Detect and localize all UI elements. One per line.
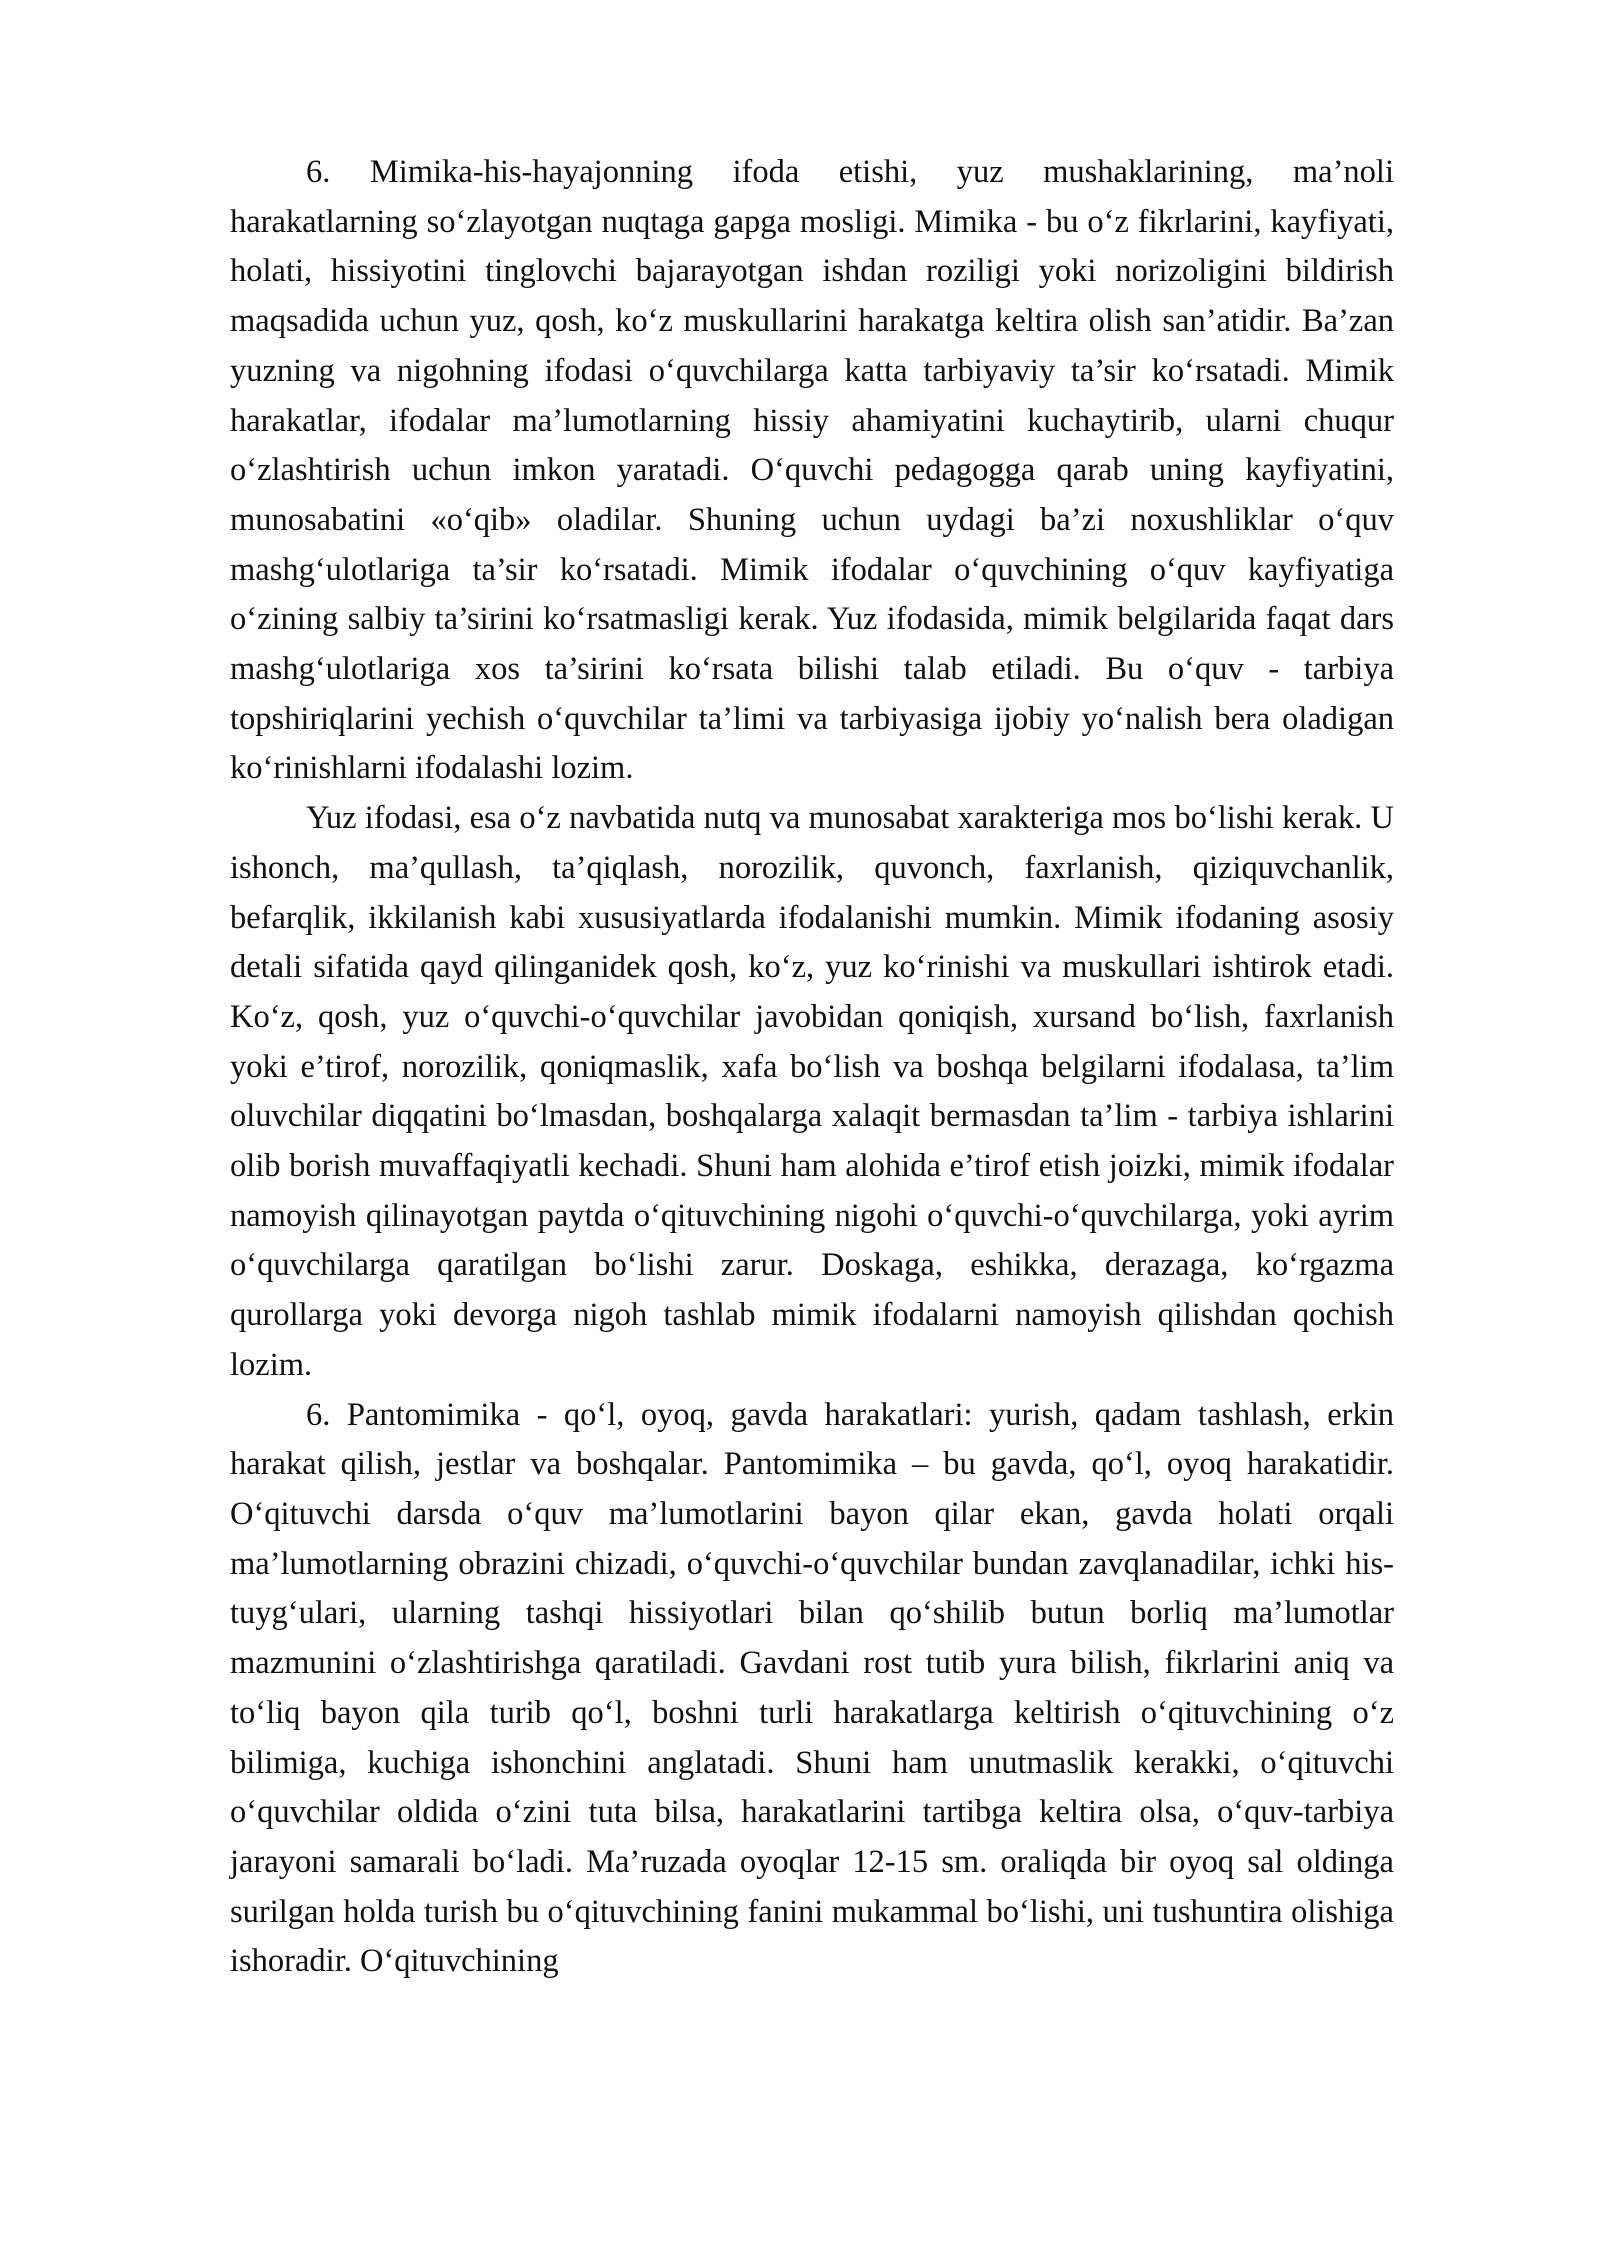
document-page (230, 148, 1394, 1987)
paragraph-yuz-ifodasi: Yuz ifodasi, esa o‘z navbatida nutq va munosabat xarakteriga mos bo‘lishi kerak. U ishonch, ma’qullash, ta’qiqlash, norozilik, quvonch, faxrlanish, qiziquvchanlik, befarqlik, ikkilanish kabi xususiyatlarda ifodalanishi mumkin. Mimik ifodaning asosiy detali sifatida qayd qilinganidek qosh, ko‘z, yuz ko‘rinishi va muskullari ishtirok etadi. Ko‘z, qosh, yuz o‘quvchi-o‘quvchilar javobidan qoniqish, xursand bo‘lish, faxrlanish yoki e’tirof, norozilik, qoniqmaslik, xafa bo‘lish va boshqa belgilarni ifodalasa, ta’lim oluvchilar diqqatini bo‘lmasdan, boshqalarga xalaqit bermasdan ta’lim - tarbiya ishlarini olib borish muvaffaqiyatli kechadi. Shuni ham alohida e’tirof etish joizki, mimik ifodalar namoyish qilinayotgan paytda o‘qituvchining nigohi o‘quvchi-o‘quvchilarga, yoki ayrim o‘quvchilarga qaratilgan bo‘lishi zarur. Doskaga, eshikka, derazaga, ko‘rgazma qurollarga yoki devorga nigoh tashlab mimik ifodalarni namoyish qilishdan qochish lozim. (230, 800, 1394, 1383)
paragraph-pantomimika: 6. Pantomimika - qo‘l, oyoq, gavda harakatlari: yurish, qadam tashlash, erkin harakat qilish, jestlar va boshqalar. Pantomimika – bu gavda, qo‘l, oyoq harakatidir. O‘qituvchi darsda o‘quv ma’lumotlarini bayon qilar ekan, gavda holati orqali ma’lumotlarning obrazini chizadi, o‘quvchi-o‘quvchilar bundan zavqlanadilar, ichki his-tuyg‘ulari, ularning tashqi hissiyotlari bilan qo‘shilib butun borliq ma’lumotlar mazmunini o‘zlashtirishga qaratiladi. Gavdani rost tutib yura bilish, fikrlarini aniq va to‘liq bayon qila turib qo‘l, boshni turli harakatlarga keltirish o‘qituvchining o‘z bilimiga, kuchiga ishonchini anglatadi. Shuni ham unutmaslik kerakki, o‘qituvchi o‘quvchilar oldida o‘zini tuta bilsa, harakatlarini tartibga keltira olsa, o‘quv-tarbiya jarayoni samarali bo‘ladi. Ma’ruzada oyoqlar 12-15 sm. oraliqda bir oyoq sal oldinga surilgan holda turish bu o‘qituvchining fanini mukammal bo‘lishi, uni tushuntira olishiga ishoradir. O‘qituvchining (230, 1396, 1394, 1980)
paragraph-mimika: 6. Mimika-his-hayajonning ifoda etishi, yuz mushaklarining, ma’noli harakatlarning so‘zlayotgan nuqtaga gapga mosligi. Mimika - bu o‘z fikrlarini, kayfiyati, holati, hissiyotini tinglovchi bajarayotgan ishdan roziligi yoki norizoligini bildirish maqsadida uchun yuz, qosh, ko‘z muskullarini harakatga keltira olish san’atidir. Ba’zan yuzning va nigohning ifodasi o‘quvchilarga katta tarbiyaviy ta’sir ko‘rsatadi. Mimik harakatlar, ifodalar ma’lumotlarning hissiy ahamiyatini kuchaytirib, ularni chuqur o‘zlashtirish uchun imkon yaratadi. O‘quvchi pedagogga qarab uning kayfiyatini, munosabatini «o‘qib» oladilar. Shuning uchun uydagi ba’zi noxushliklar o‘quv mashg‘ulotlariga ta’sir ko‘rsatadi. Mimik ifodalar o‘quvchining o‘quv kayfiyatiga o‘zining salbiy ta’sirini ko‘rsatmasligi kerak. Yuz ifodasida, mimik belgilarida faqat dars mashg‘ulotlariga xos ta’sirini ko‘rsata bilishi talab etiladi. Bu o‘quv - tarbiya topshiriqlarini yechish o‘quvchilar ta’limi va tarbiyasiga ijobiy yo‘nalish bera oladigan ko‘rinishlarni ifodalashi lozim. (230, 154, 1394, 787)
